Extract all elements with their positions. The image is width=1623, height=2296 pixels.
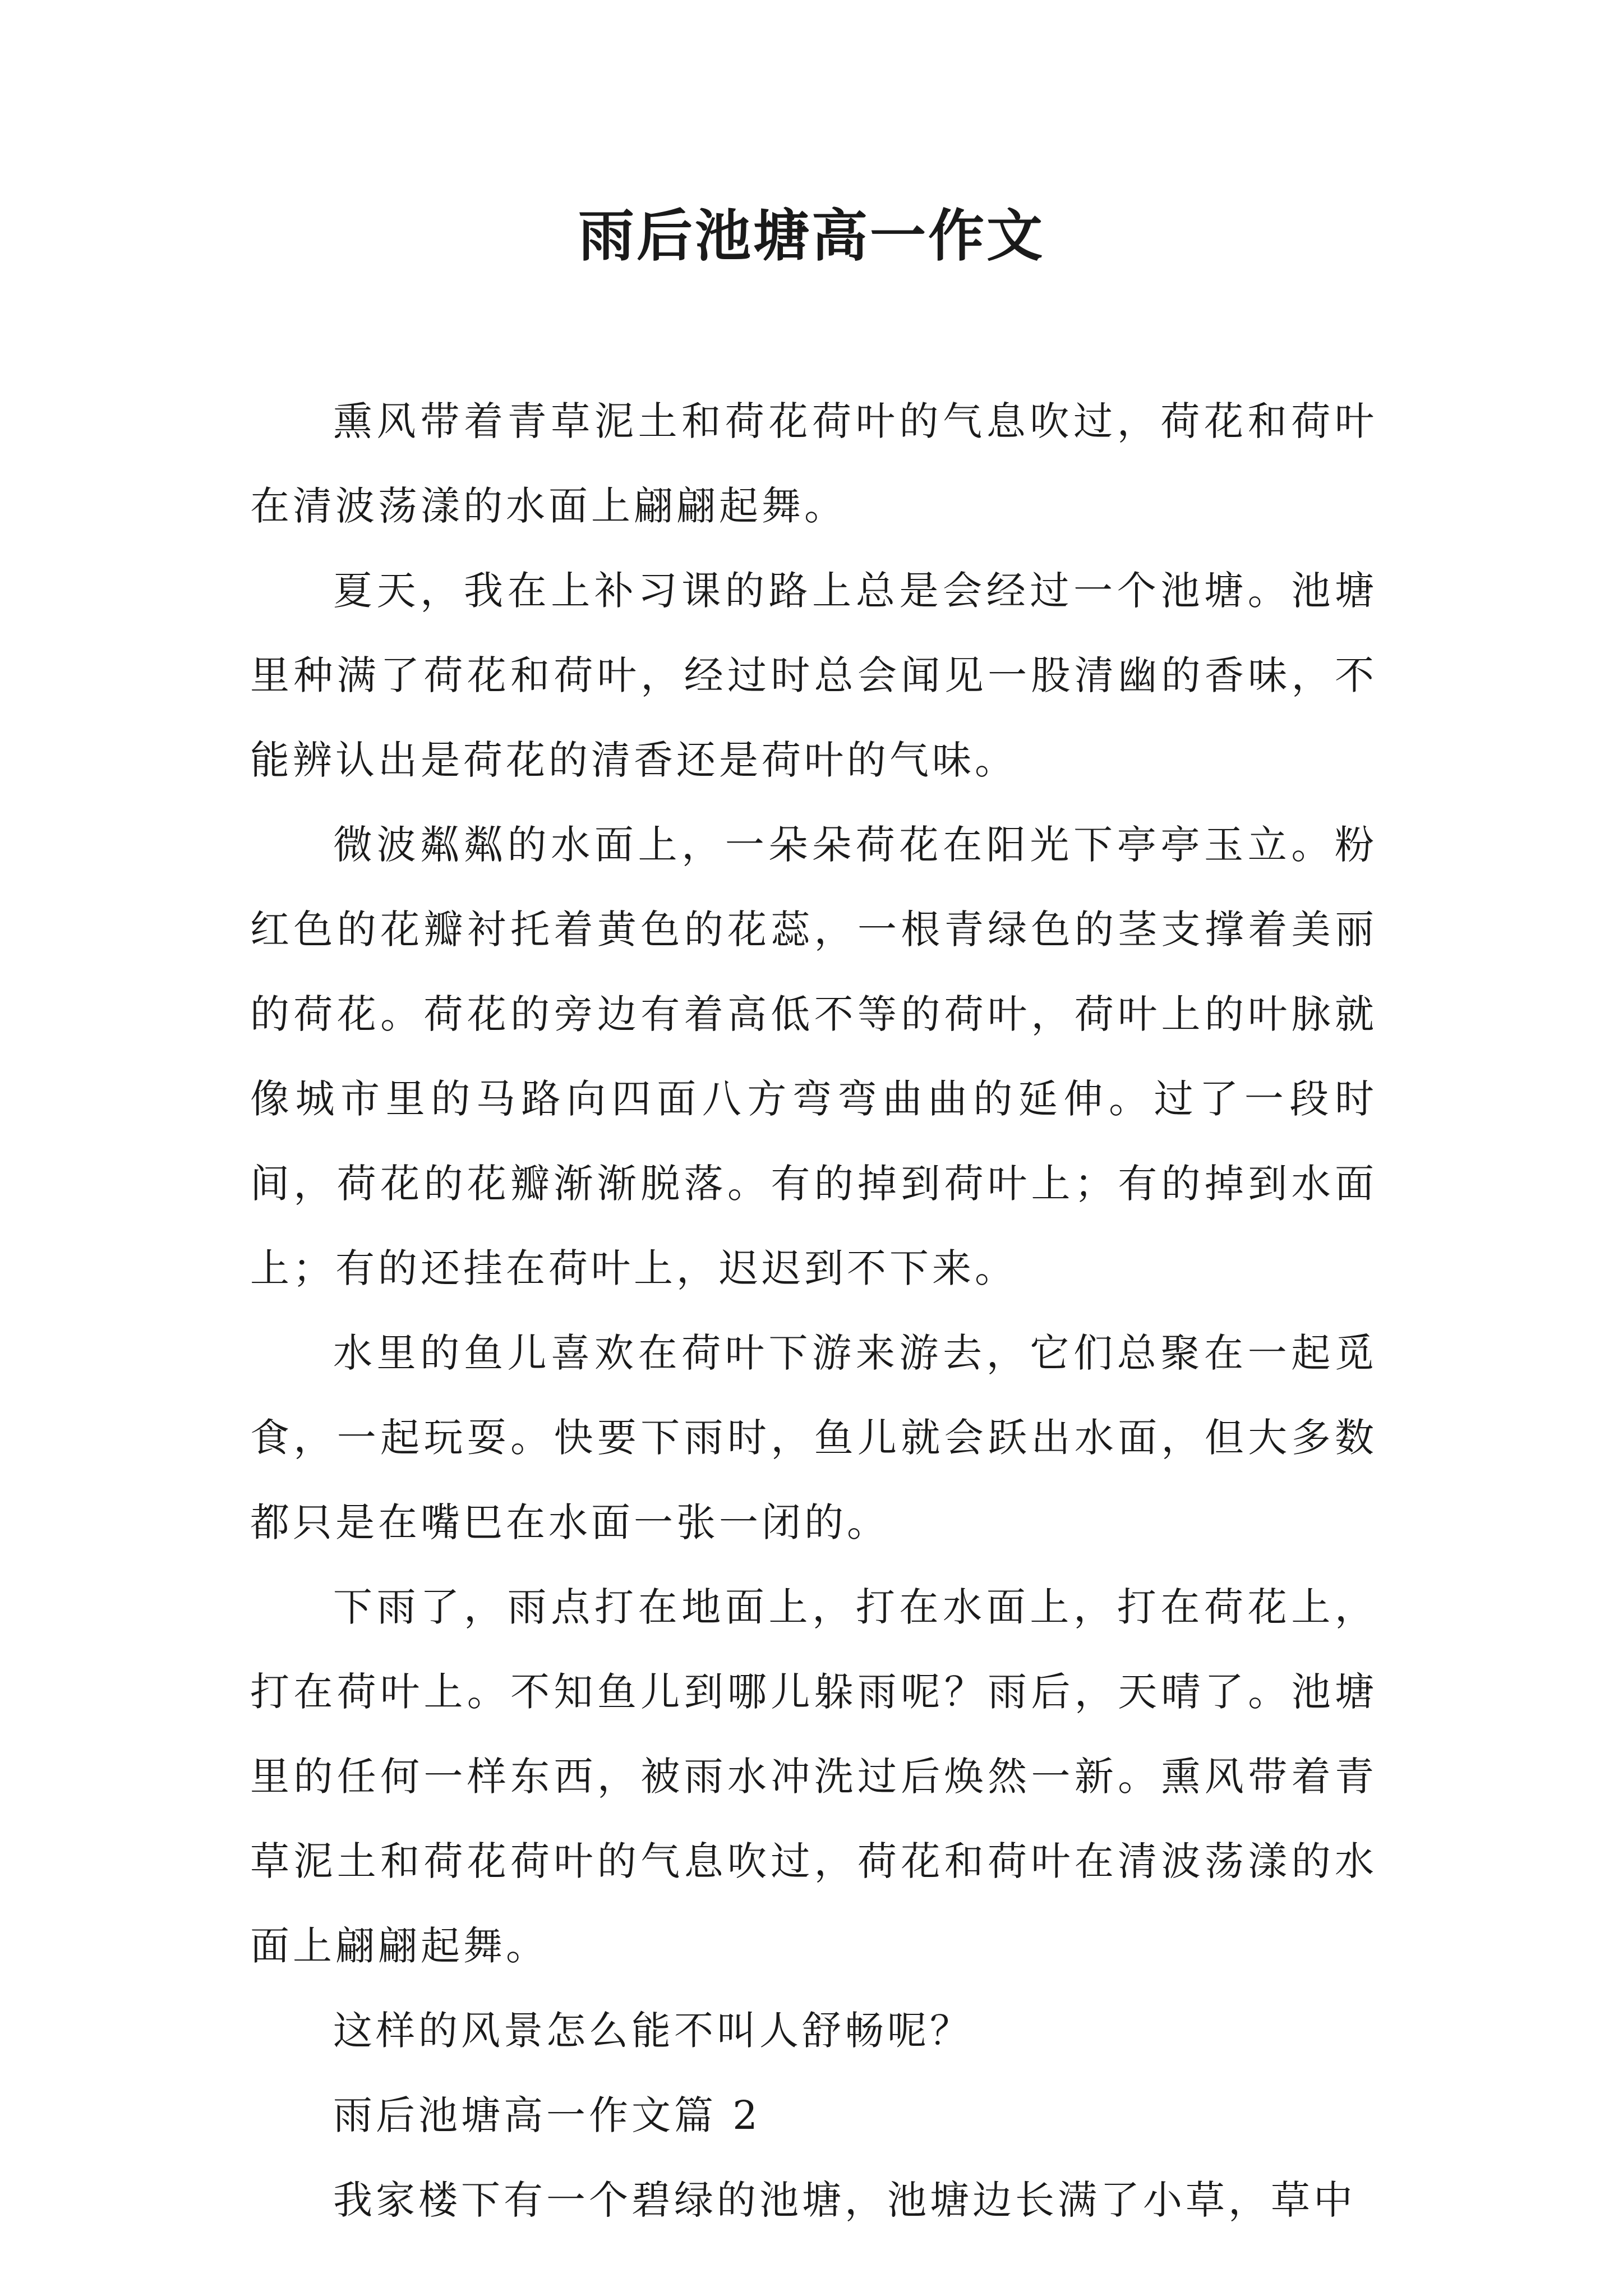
paragraph-4: 水里的鱼儿喜欢在荷叶下游来游去，它们总聚在一起觅食，一起玩耍。快要下雨时，鱼儿就会跃出水面，但大多数都只是在嘴巴在水面一张一闭的。 bbox=[250, 1330, 1377, 1545]
paragraph-5: 下雨了，雨点打在地面上，打在水面上，打在荷花上，打在荷叶上。不知鱼儿到哪儿躲雨呢？雨后，天晴了。池塘里的任何一样东西，被雨水冲洗过后焕然一新。熏风带着青草泥土和荷花荷叶的气息吹过，荷花和荷叶在清波荡漾的水面上翩翩起舞。 bbox=[250, 1584, 1377, 1969]
section-heading: 雨后池塘高一作文篇 2 bbox=[333, 2092, 761, 2138]
paragraph-7: 我家楼下有一个碧绿的池塘，池塘边长满了小草，草中 bbox=[333, 2177, 1356, 2223]
paragraph-3: 微波粼粼的水面上，一朵朵荷花在阳光下亭亭玉立。粉红色的花瓣衬托着黄色的花蕊，一根青绿色的茎支撑着美丽的荷花。荷花的旁边有着高低不等的荷叶，荷叶上的叶脉就像城市里的马路向四面八方弯弯曲曲的延伸。过了一段时间，荷花的花瓣渐渐脱落。有的掉到荷叶上；有的掉到水面上；有的还挂在荷叶上，迟迟到不下来。 bbox=[250, 822, 1377, 1291]
paragraph-1: 熏风带着青草泥土和荷花荷叶的气息吹过，荷花和荷叶在清波荡漾的水面上翩翩起舞。 bbox=[250, 398, 1377, 529]
document-body bbox=[250, 379, 1377, 2243]
paragraph-6: 这样的风景怎么能不叫人舒畅呢？ bbox=[333, 2008, 972, 2054]
paragraph-2: 夏天，我在上补习课的路上总是会经过一个池塘。池塘里种满了荷花和荷叶，经过时总会闻见一股清幽的香味，不能辨认出是荷花的清香还是荷叶的气味。 bbox=[250, 568, 1377, 783]
document-title: 雨后池塘高一作文 bbox=[578, 203, 1045, 269]
